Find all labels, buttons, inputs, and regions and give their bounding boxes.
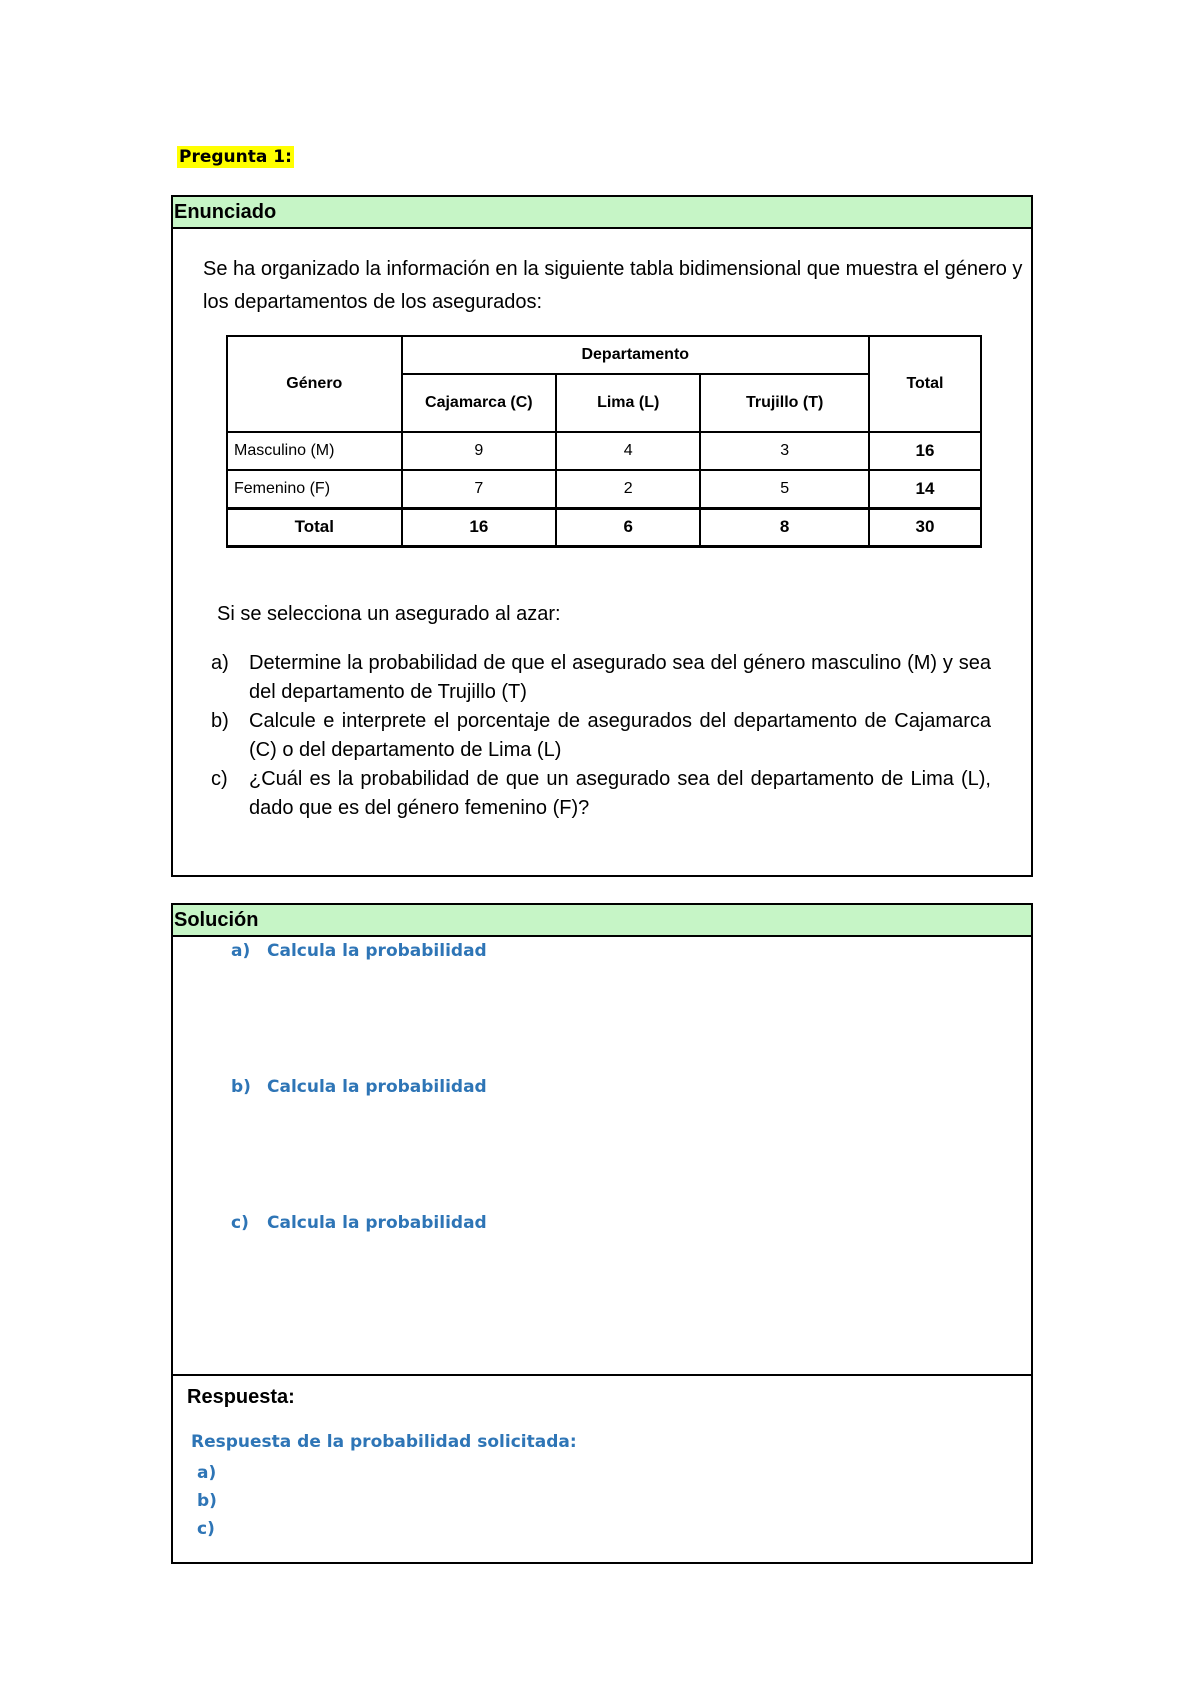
enunciado-header: Enunciado [173,197,1031,229]
question-mark: c) [211,768,228,790]
question-label: Pregunta 1: [179,147,292,167]
questions-list [211,649,991,823]
row-label: Femenino (F) [227,470,402,508]
column-header: Lima (L) [556,374,700,432]
respuesta-list [197,1459,217,1543]
question-mark: a) [211,652,229,674]
total-row [227,508,981,546]
solution-mark: b) [231,1077,251,1097]
table-row [227,432,981,470]
solution-text: Calcula la probabilidad [267,941,487,961]
respuesta-item: a) [197,1463,217,1483]
table-row [227,470,981,508]
solution-text: Calcula la probabilidad [267,1077,487,1097]
header-genero: Género [227,336,402,432]
table-cell: 4 [556,432,700,470]
row-total: 14 [869,470,981,508]
enunciado-intro: Se ha organizado la información en la siguiente tabla bidimensional que muestra el género y los departamentos de los asegurados: [203,258,1023,313]
row-total: 16 [869,432,981,470]
total-row-label: Total [227,508,402,546]
table-cell: 5 [700,470,869,508]
question-mark: b) [211,710,229,732]
question-text: ¿Cuál es la probabilidad de que un asegurado sea del departamento de Lima (L), dado que es del género femenino (F)? [249,768,991,819]
respuesta-divider [173,1374,1031,1376]
solution-mark: a) [231,941,251,961]
table-cell: 9 [402,432,556,470]
column-header: Cajamarca (C) [402,374,556,432]
respuesta-item: b) [197,1491,217,1511]
contingency-table [226,335,982,548]
header-total: Total [869,336,981,432]
header-departamento: Departamento [402,336,869,374]
table-cell: 3 [700,432,869,470]
table-cell: 7 [402,470,556,508]
lead-text: Si se selecciona un asegurado al azar: [217,603,561,625]
question-text: Calcule e interprete el porcentaje de asegurados del departamento de Cajamarca (C) o del departamento de Lima (L) [249,710,991,761]
total-cell: 8 [700,508,869,546]
solution-mark: c) [231,1213,249,1233]
total-cell: 16 [402,508,556,546]
table-cell: 2 [556,470,700,508]
question-item [211,707,991,765]
grand-total: 30 [869,508,981,546]
solucion-box [171,903,1033,1564]
question-item [211,765,991,823]
column-header: Trujillo (T) [700,374,869,432]
solution-item [231,941,487,961]
solution-item [231,1077,487,1097]
respuesta-item: c) [197,1519,215,1539]
enunciado-box [171,195,1033,877]
respuesta-subtitle: Respuesta de la probabilidad solicitada: [191,1432,577,1452]
question-text: Determine la probabilidad de que el asegurado sea del género masculino (M) y sea del departamento de Trujillo (T) [249,652,991,703]
row-label: Masculino (M) [227,432,402,470]
solucion-header: Solución [173,905,1031,937]
question-item [211,649,991,707]
total-cell: 6 [556,508,700,546]
solution-item [231,1213,487,1233]
respuesta-title: Respuesta: [187,1386,295,1408]
solution-text: Calcula la probabilidad [267,1213,487,1233]
